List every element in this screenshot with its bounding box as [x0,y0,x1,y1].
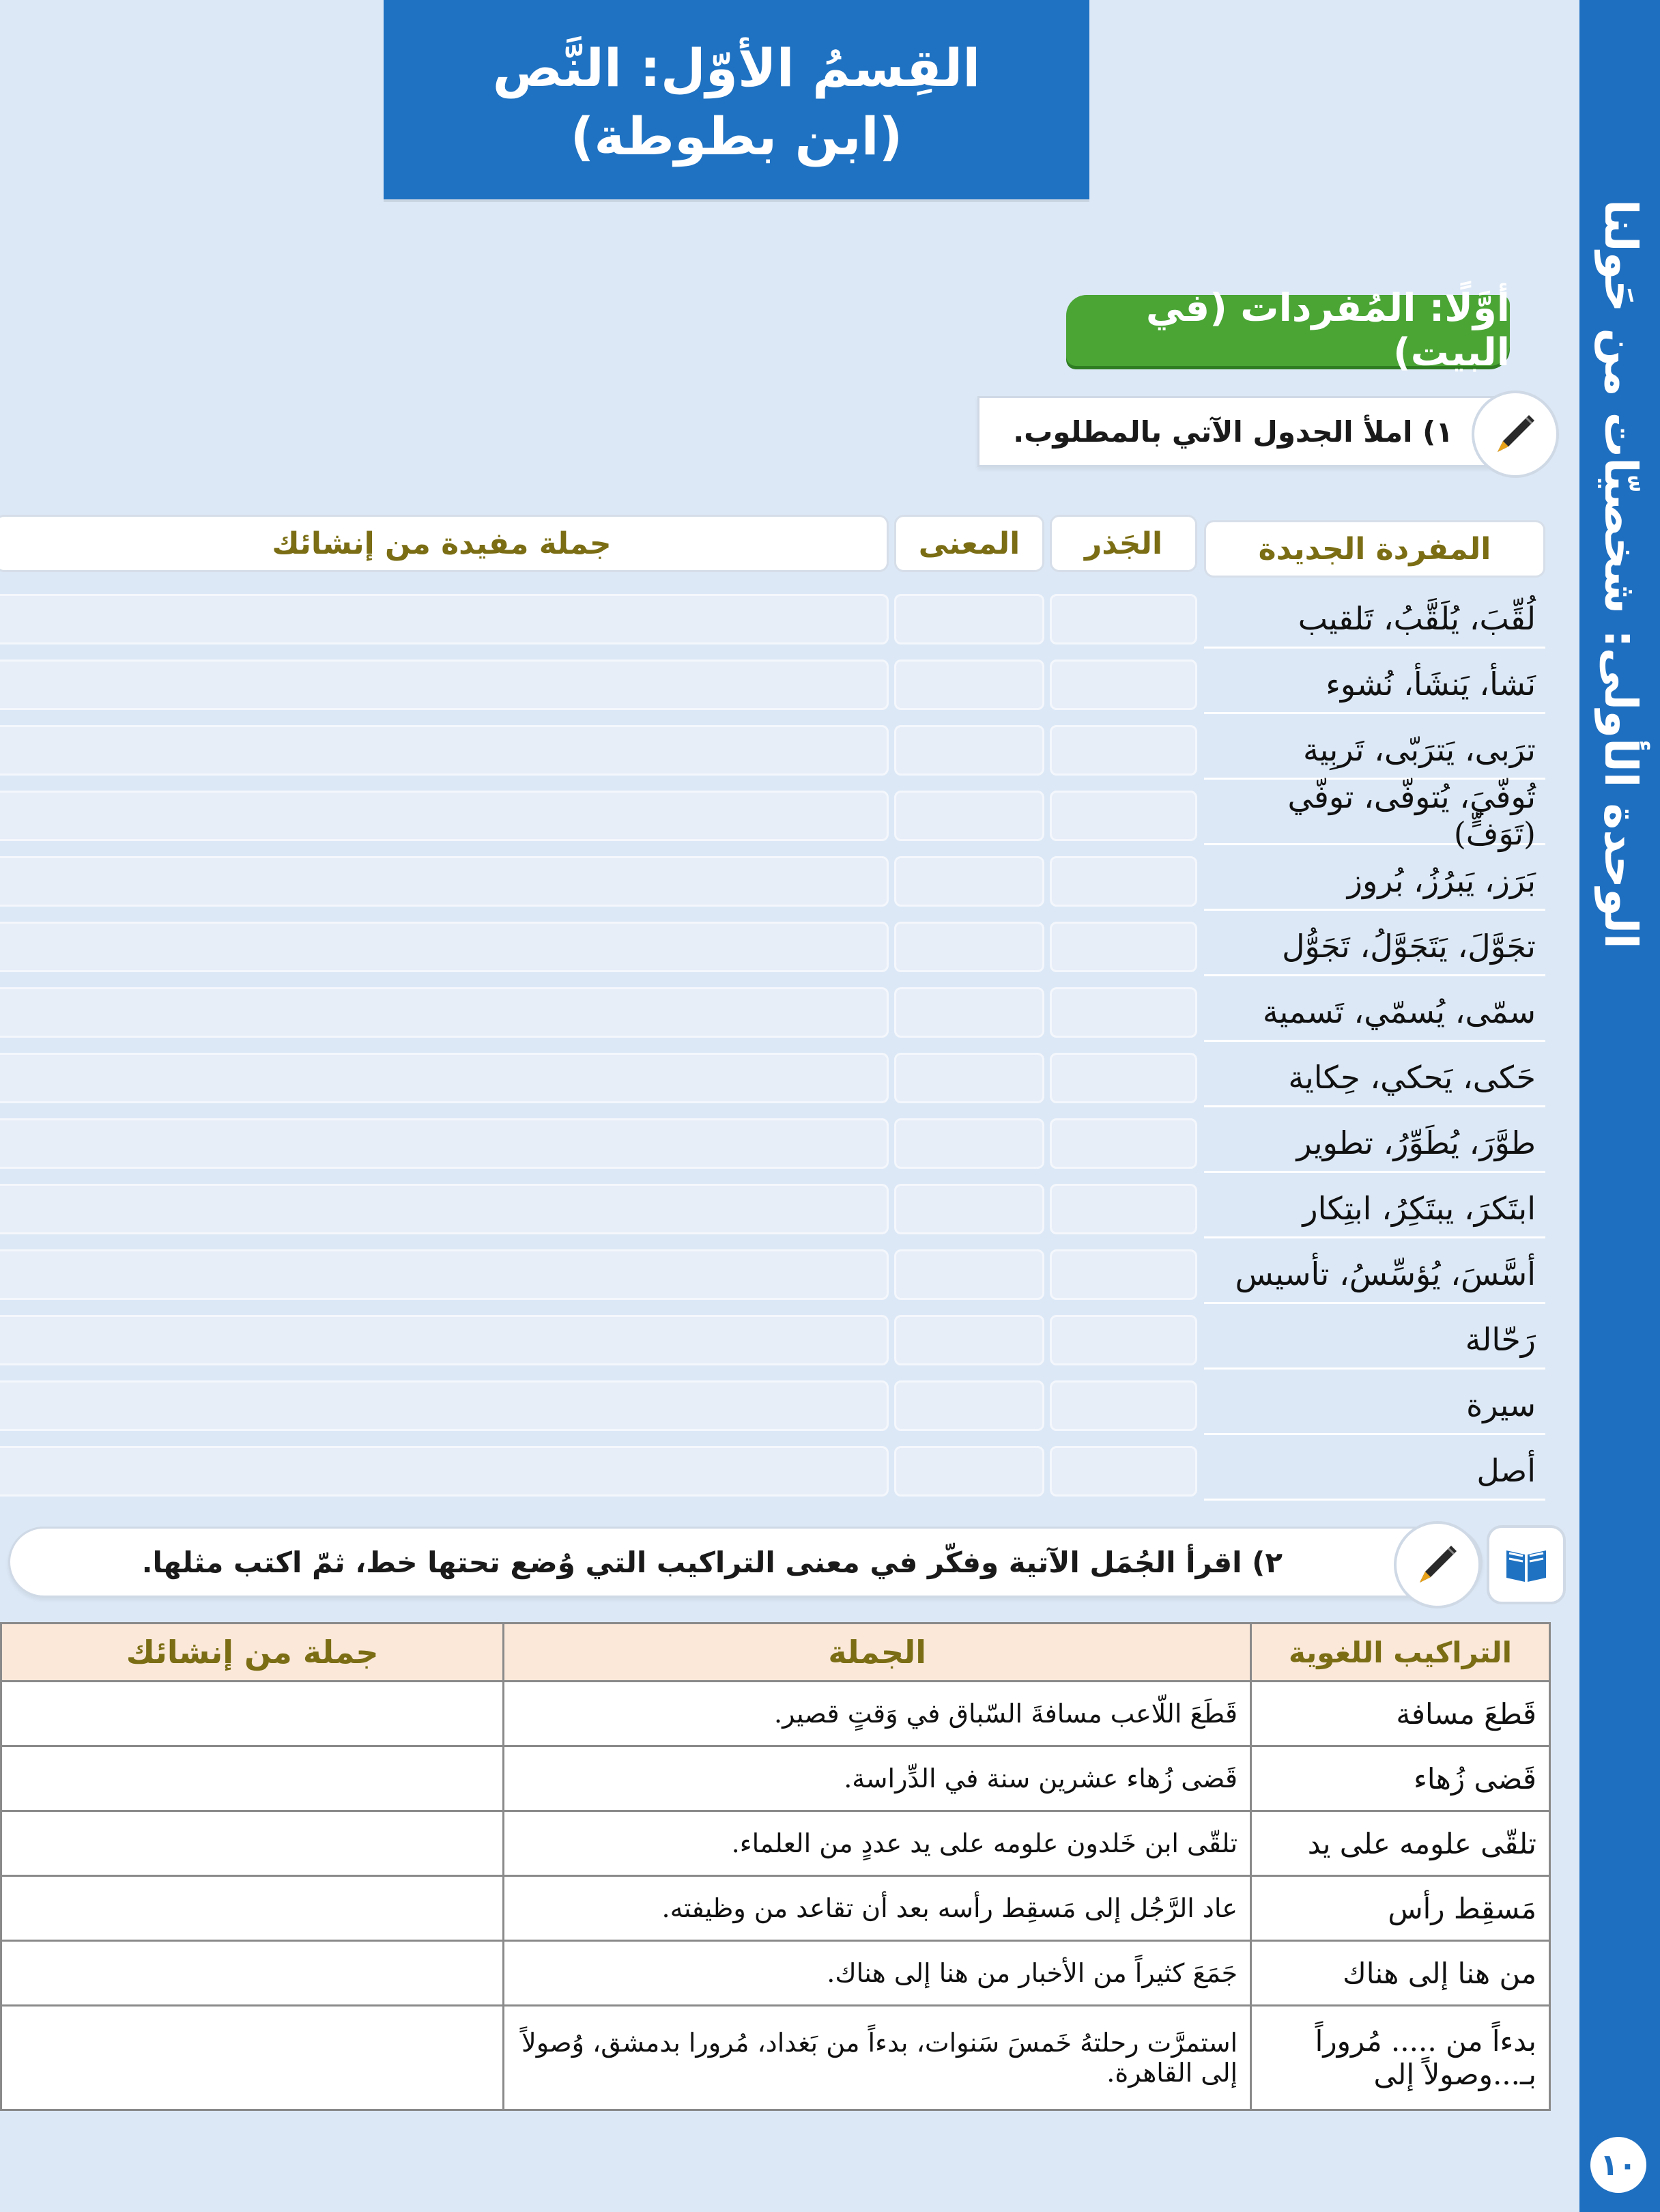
sentence-input-cell[interactable] [0,660,889,710]
vocab-word: أسَّسَ، يُؤسِّسُ، تأسيس [1204,1245,1545,1304]
vocab-row [0,852,1545,911]
vocab-row [0,721,1545,780]
vocab-row [0,1049,1545,1107]
sentence-input-cell[interactable] [0,922,889,972]
vocab-row [0,983,1545,1042]
structure-cell: بدءاً من ..... مُروراً بـ...وصولاً إلى [1251,2006,1550,2110]
section-title-box [384,0,1089,199]
vocab-row [0,1311,1545,1370]
root-input-cell[interactable] [1050,1184,1197,1234]
vocab-word: رَحّالة [1204,1311,1545,1370]
structures-header-row [1,1623,1550,1682]
root-input-cell[interactable] [1050,922,1197,972]
vocab-header-word: المفردة الجديدة [1204,520,1545,578]
own-sentence-cell[interactable] [1,1682,504,1746]
vocab-row [0,1180,1545,1238]
meaning-input-cell[interactable] [894,791,1044,841]
vocab-row [0,1442,1545,1501]
table-row [1,1811,1550,1876]
sentence-input-cell[interactable] [0,725,889,776]
sentence-input-cell[interactable] [0,1446,889,1497]
book-icon [1487,1525,1566,1604]
vocab-header-root: الجَذر [1050,515,1197,572]
root-input-cell[interactable] [1050,660,1197,710]
own-sentence-cell[interactable] [1,1941,504,2006]
sentence-input-cell[interactable] [0,987,889,1038]
vocabulary-section-label: أوَّلًا: المُفردات (في البيت) [1066,295,1510,366]
section-title: القِسمُ الأوّل: النَّص [492,38,981,98]
task2-instruction: ٢) اقرأ الجُمَل الآتية وفكّر في معنى التراكيب التي وُضع تحتها خط، ثمّ اكتب مثلها. [141,1545,1283,1579]
sentence-cell: جَمَعَ كثيراً من الأخبار من هنا إلى هناك. [504,1941,1251,2006]
meaning-input-cell[interactable] [894,594,1044,644]
structure-cell: مَسقِط رأس [1251,1876,1550,1941]
vocab-word: نَشأ، يَنشَأ، نُشوء [1204,655,1545,714]
sentence-input-cell[interactable] [0,1249,889,1300]
vocab-word: لُقِّبَ، يُلَقَّبُ، تَلقيب [1204,590,1545,649]
own-sentence-cell[interactable] [1,1746,504,1811]
structure-cell: قَطعَ مسافة [1251,1682,1550,1746]
task2-instruction-bar [8,1527,1483,1598]
root-input-cell[interactable] [1050,1053,1197,1103]
own-sentence-cell[interactable] [1,1876,504,1941]
table-row [1,2006,1550,2110]
meaning-input-cell[interactable] [894,987,1044,1038]
vocab-row [0,1114,1545,1173]
meaning-input-cell[interactable] [894,856,1044,907]
sentence-cell: استمرَّت رحلتهُ خَمسَ سَنوات، بدءاً من بَغداد، مُرورا بدمشق، وُصولاً إلى القاهرة. [504,2006,1251,2110]
table-row [1,1876,1550,1941]
table-row [1,1682,1550,1746]
meaning-input-cell[interactable] [894,1249,1044,1300]
table-row [1,1941,1550,2006]
vocab-word: أصل [1204,1442,1545,1501]
structure-cell: تلقّى علومه على يد [1251,1811,1550,1876]
vocab-row [0,590,1545,649]
root-input-cell[interactable] [1050,791,1197,841]
sentence-input-cell[interactable] [0,594,889,644]
vocab-word: حَكى، يَحكي، حِكاية [1204,1049,1545,1107]
page-number: ١٠ [1590,2137,1646,2193]
vocab-word: بَرَز، يَبرُزُ، بُروز [1204,852,1545,911]
vocab-row [0,1245,1545,1304]
header-structures: التراكيب اللغوية [1251,1623,1550,1682]
vocab-word: ابتَكرَ، يبتَكِرُ، ابتِكار [1204,1180,1545,1238]
pen-icon [1394,1521,1481,1608]
vocab-word: سمّى، يُسمّي، تَسمية [1204,983,1545,1042]
own-sentence-cell[interactable] [1,2006,504,2110]
root-input-cell[interactable] [1050,1249,1197,1300]
vocab-row [0,655,1545,714]
sentence-input-cell[interactable] [0,791,889,841]
vocab-word: طوَّرَ، يُطَوِّرُ، تطوير [1204,1114,1545,1173]
task1-instruction-bar [977,396,1558,467]
table-row [1,1746,1550,1811]
header-own-sentence: جملة من إنشائك [1,1623,504,1682]
vocab-header-meaning: المعنى [894,515,1044,572]
sentence-input-cell[interactable] [0,856,889,907]
root-input-cell[interactable] [1050,856,1197,907]
vocab-word: ترَبى، يَترَبّى، تَربِية [1204,721,1545,780]
root-input-cell[interactable] [1050,594,1197,644]
meaning-input-cell[interactable] [894,1446,1044,1497]
root-input-cell[interactable] [1050,987,1197,1038]
task1-instruction: ١) املأ الجدول الآتي بالمطلوب. [1013,414,1453,449]
meaning-input-cell[interactable] [894,1315,1044,1365]
vocab-row [0,918,1545,976]
vocab-word: تُوفّيَ، يُتوفّى، توفّي (تَوَفٍّ) [1204,786,1545,845]
sentence-cell: عاد الرَّجُل إلى مَسقِط رأسه بعد أن تقاعد من وظيفته. [504,1876,1251,1941]
structures-table [0,1622,1551,2111]
sentence-input-cell[interactable] [0,1053,889,1103]
meaning-input-cell[interactable] [894,725,1044,776]
sentence-input-cell[interactable] [0,1118,889,1169]
sentence-input-cell[interactable] [0,1315,889,1365]
meaning-input-cell[interactable] [894,1118,1044,1169]
root-input-cell[interactable] [1050,1380,1197,1431]
sentence-input-cell[interactable] [0,1380,889,1431]
vocab-header-sentence: جملة مفيدة من إنشائك [0,515,889,572]
own-sentence-cell[interactable] [1,1811,504,1876]
root-input-cell[interactable] [1050,725,1197,776]
vocab-word: سيرة [1204,1376,1545,1435]
meaning-input-cell[interactable] [894,1184,1044,1234]
root-input-cell[interactable] [1050,1118,1197,1169]
sentence-cell: تلقّى ابن خَلدون علومه على يد عددٍ من العلماء. [504,1811,1251,1876]
root-input-cell[interactable] [1050,1446,1197,1497]
unit-title: الوحدة الأولى: شخصيّات من حَولنا [1594,199,1647,949]
meaning-input-cell[interactable] [894,660,1044,710]
vocab-row [0,1376,1545,1435]
section-subtitle: (ابن بطوطة) [570,106,903,167]
vocab-word: تجَوَّلَ، يَتَجَوَّلُ، تَجَوُّل [1204,918,1545,976]
meaning-input-cell[interactable] [894,1380,1044,1431]
header-sentence: الجملة [504,1623,1251,1682]
sentence-cell: قَطَعَ اللّاعب مسافةَ السّباق في وَقتٍ قصير. [504,1682,1251,1746]
unit-side-bar [1579,0,1660,2212]
sentence-input-cell[interactable] [0,1184,889,1234]
meaning-input-cell[interactable] [894,1053,1044,1103]
meaning-input-cell[interactable] [894,922,1044,972]
pen-icon [1472,391,1559,478]
sentence-cell: قَضى زُهاء عشرين سنة في الدِّراسة. [504,1746,1251,1811]
structure-cell: قَضى زُهاء [1251,1746,1550,1811]
vocab-row [0,778,1545,852]
structure-cell: من هنا إلى هناك [1251,1941,1550,2006]
root-input-cell[interactable] [1050,1315,1197,1365]
